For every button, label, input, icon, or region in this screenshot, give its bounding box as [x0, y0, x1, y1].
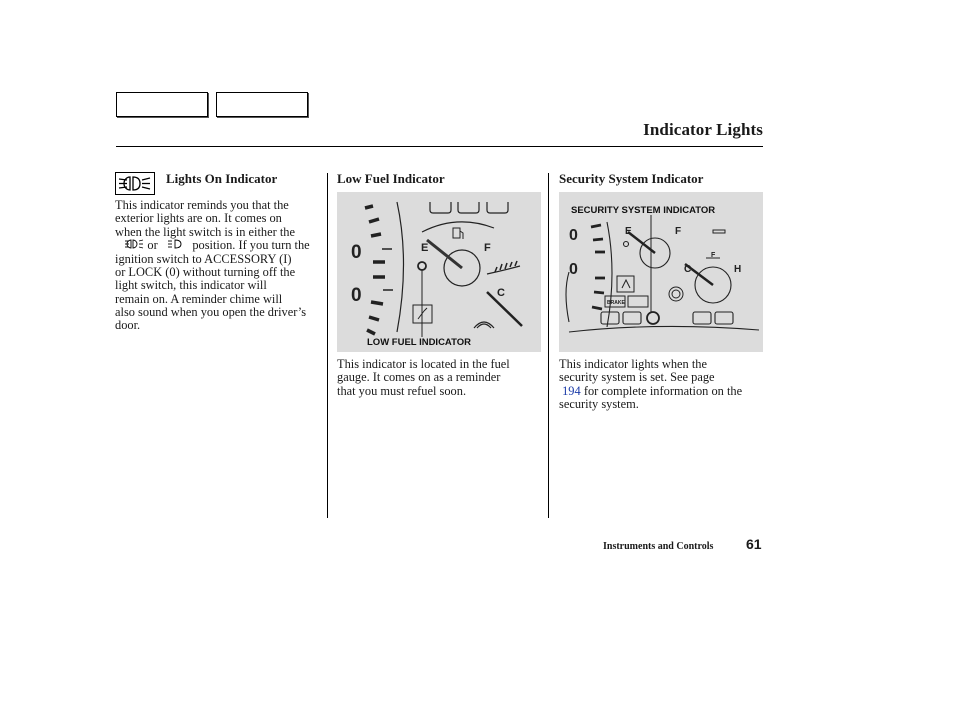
temp-hot-label: H [734, 264, 742, 275]
low-fuel-caption: LOW FUEL INDICATOR [367, 337, 471, 348]
speed-digit: 0 [569, 261, 578, 278]
security-caption: SECURITY SYSTEM INDICATOR [571, 205, 716, 216]
column-divider [327, 173, 328, 518]
lights-on-heading: Lights On Indicator [166, 171, 278, 186]
low-fuel-heading: Low Fuel Indicator [337, 171, 445, 186]
security-description: This indicator lights when the security system is set. See page 194 for complete information on the security system. [559, 357, 743, 411]
next-page-button[interactable] [216, 92, 308, 117]
fuel-full-label: F [484, 242, 491, 254]
header-rule [116, 146, 763, 147]
low-fuel-description: This indicator is located in the fuel gauge. It comes on as a reminder that you must refuel soon. [337, 357, 510, 398]
security-heading: Security System Indicator [559, 171, 704, 186]
security-gauge-illustration [559, 192, 763, 352]
fuel-empty-label: E [625, 226, 632, 237]
headlight-indicator-icon [115, 172, 155, 195]
speed-digit: 0 [351, 242, 362, 263]
parking-lights-icon [124, 239, 144, 252]
speed-digit: 0 [569, 227, 578, 244]
fuel-empty-label: E [421, 242, 429, 254]
fuel-full-label: F [675, 226, 682, 237]
fuel-gauge-illustration [337, 192, 541, 352]
page-number: 61 [746, 536, 762, 552]
brake-label: BRAKE [607, 300, 625, 306]
footer-section-name: Instruments and Controls [603, 541, 714, 552]
temp-cold-label: C [684, 264, 692, 275]
small-fuel-label: F [711, 252, 716, 259]
speed-digit: 0 [351, 285, 362, 306]
column-divider [548, 173, 549, 518]
previous-page-button[interactable] [116, 92, 208, 117]
headlights-icon [167, 239, 183, 252]
page-title: Indicator Lights [643, 120, 763, 139]
page-194-link[interactable]: 194 [562, 383, 581, 398]
lights-on-description: This indicator reminds you that the exterior lights are on. It comes on when the light switch is in either the or position. If you turn the ignition switch to ACCESSORY (I) or LOCK (0) without turning off the light switch, this indicator will remain on. A reminder chime will also sound when you open the driver’s door. [115, 198, 310, 333]
temp-cold-label: C [497, 287, 505, 299]
